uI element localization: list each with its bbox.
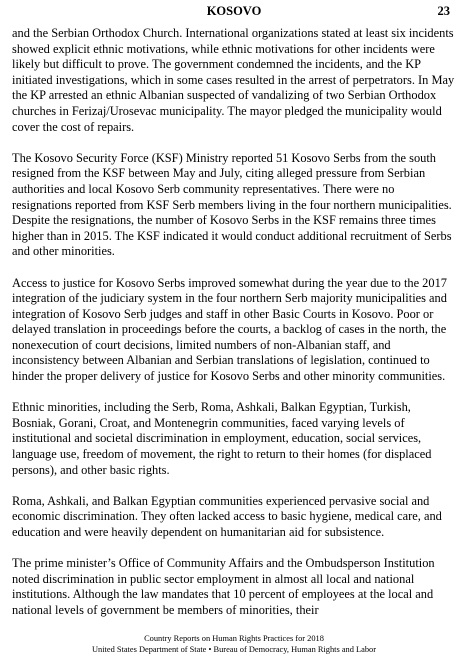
paragraph-5: Roma, Ashkali, and Balkan Egyptian communities experienced pervasive social and economic discrimination. They often lacked access to basic hygiene, medical care, and education and were heavily dependent on humanitarian aid for subsistence. bbox=[12, 493, 442, 539]
page-footer bbox=[0, 634, 468, 655]
paragraph-1: and the Serbian Orthodox Church. International organizations stated at least six incidents showed explicit ethnic motivations, while ethnic motivations for other incidents were likely but difficult to prove. The government condemned the incidents, and the KP initiated investigations, which in some cases resulted in the arrest of perpetrators. In May the KP arrested an ethnic Albanian suspected of vandalizing of two Serbian Orthodox churches in Ferizaj/Urosevac municipality. The mayor pledged the municipality would cover the cost of repairs. bbox=[12, 26, 455, 134]
page-header bbox=[0, 4, 468, 22]
header-title: KOSOVO bbox=[206, 4, 262, 18]
document-body bbox=[12, 26, 456, 634]
paragraph-4: Ethnic minorities, including the Serb, Roma, Ashkali, Balkan Egyptian, Turkish, Bosniak, Gorani, Croat, and Montenegrin communities, faced varying levels of institutional and societal discrimination in employment, education, social services, language use, freedom of movement, the right to return to their homes (for displaced persons), and other basic rights. bbox=[12, 400, 432, 477]
paragraph-2: The Kosovo Security Force (KSF) Ministry reported 51 Kosovo Serbs from the south resigned from the KSF between May and July, citing alleged pressure from Serbian authorities and local Kosovo Serb community representatives. There were no resignations reported from KSF Serb members living in the four northern municipalities. Despite the resignations, the number of Kosovo Serbs in the KSF remains three times higher than in 2015. The KSF indicated it would conduct additional recruitment of Serbs and other minorities. bbox=[12, 150, 452, 259]
footer-line-1: Country Reports on Human Rights Practices for 2018 bbox=[144, 634, 324, 643]
footer-line-2: United States Department of State • Bureau of Democracy, Human Rights and Labor bbox=[91, 644, 377, 654]
page-number: 23 bbox=[437, 4, 450, 18]
paragraph-6: The prime minister’s Office of Community Affairs and the Ombudsperson Institution noted discrimination in public sector employment in almost all local and national institutions. Although the law mandates that 10 percent of employees at the local and national levels of government be members of minorities, their bbox=[12, 556, 435, 617]
paragraph-3: Access to justice for Kosovo Serbs improved somewhat during the year due to the 2017 integration of the judiciary system in the four northern Serb majority municipalities and integration of Kosovo Serb judges and staff in other Basic Courts in Kosovo. Poor or delayed translation in proceedings before the courts, a backlog of cases in the north, the nonexecution of court decisions, limited numbers of non-Albanian staff, and inconsistency between Albanian and Serbian translations of legislation, continued to hinder the proper delivery of justice for Kosovo Serbs and other minority communities. bbox=[12, 275, 447, 384]
